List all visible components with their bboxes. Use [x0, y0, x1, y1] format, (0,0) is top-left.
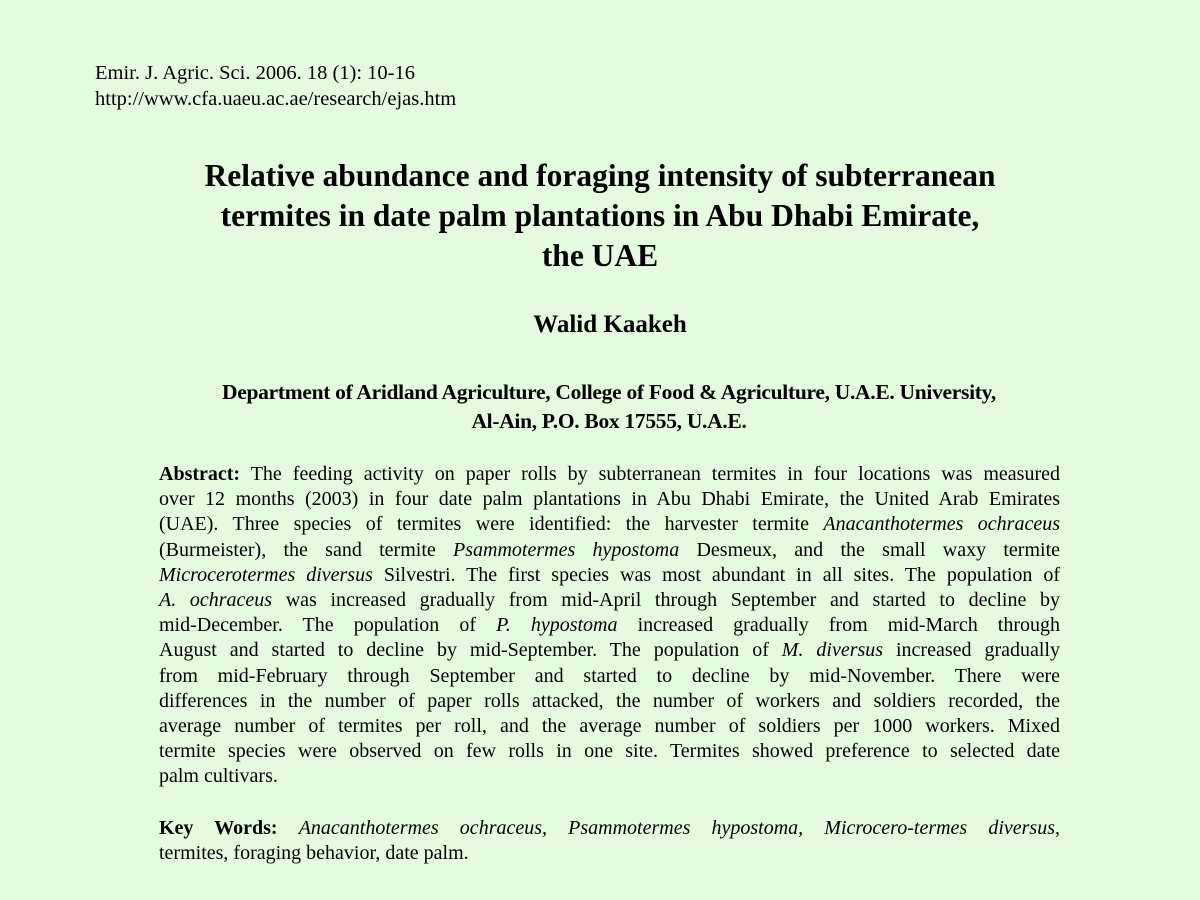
species-name: Anacanthotermes ochraceus, Psammotermes hypostoma, Microcero-termes diversus: [298, 817, 1056, 839]
species-name: Anacanthotermes ochraceus: [823, 513, 1061, 536]
journal-reference: Emir. J. Agric. Sci. 2006. 18 (1): 10-16: [95, 62, 416, 84]
title-line: the UAE: [541, 238, 659, 273]
journal-citation: [95, 60, 456, 112]
text-run: August and started to decline by mid-September. The population of: [159, 639, 782, 662]
keywords-line: [159, 816, 1060, 841]
keywords-line: [159, 841, 1060, 866]
text-run: ,: [1055, 817, 1061, 839]
author-name: Walid Kaakeh: [533, 311, 687, 338]
affiliation-line: Al-Ain, P.O. Box 17555, U.A.E.: [471, 409, 747, 433]
text-run: Silvestri. The first species was most abundant in all sites. The population of: [372, 563, 1060, 586]
text-run: (Burmeister), the sand termite: [159, 538, 454, 561]
abstract-line: [159, 588, 1060, 613]
keywords-paragraph: [159, 816, 1060, 866]
section-label: Abstract:: [159, 463, 241, 485]
affiliation-line: Department of Aridland Agriculture, College of Food & Agriculture, U.A.E. University,: [222, 380, 996, 404]
species-name: P. hypostoma: [496, 614, 618, 637]
paper-title: [0, 156, 1200, 276]
text-run: termite species were observed on few rolls in one site. Termites showed preference to selected date: [159, 740, 1060, 763]
abstract-line: [159, 487, 1060, 512]
author-affiliation: [0, 378, 1200, 436]
abstract-line: [159, 538, 1060, 563]
abstract-line: [159, 462, 1060, 487]
text-run: increased gradually: [883, 639, 1060, 662]
species-name: Psammotermes hypostoma: [453, 538, 680, 561]
text-run: Desmeux, and the small waxy termite: [679, 538, 1061, 561]
abstract-line: [159, 512, 1060, 537]
text-run: termites, foraging behavior, date palm.: [159, 842, 469, 865]
species-name: Microcerotermes diversus: [159, 563, 373, 586]
text-run: The feeding activity on paper rolls by subterranean termites in four locations was measured: [240, 463, 1060, 485]
text-run: [278, 817, 299, 839]
journal-url: http://www.cfa.uaeu.ac.ae/research/ejas.htm: [95, 88, 457, 110]
text-run: increased gradually from mid-March through: [617, 614, 1060, 637]
text-run: was increased gradually from mid-April through September and started to decline by: [272, 588, 1060, 611]
abstract-line: [159, 689, 1060, 714]
abstract-paragraph: [159, 462, 1060, 789]
abstract-line: [159, 638, 1060, 663]
section-label: Key Words:: [159, 817, 278, 839]
title-line: termites in date palm plantations in Abu Dhabi Emirate,: [220, 198, 980, 233]
abstract-line: [159, 714, 1060, 739]
text-run: (UAE). Three species of termites were identified: the harvester termite: [159, 513, 824, 536]
text-run: differences in the number of paper rolls attacked, the number of workers and soldiers recorded, the: [159, 689, 1060, 712]
abstract-line: [159, 664, 1060, 689]
abstract-line: [159, 764, 1060, 789]
abstract-line: [159, 563, 1060, 588]
species-name: A. ochraceus: [159, 588, 273, 611]
text-run: palm cultivars.: [159, 765, 278, 788]
text-run: average number of termites per roll, and the average number of soldiers per 1000 workers. Mixed: [159, 714, 1060, 737]
text-run: over 12 months (2003) in four date palm plantations in Abu Dhabi Emirate, the United Arab Emirates: [159, 488, 1060, 511]
text-run: mid-December. The population of: [159, 614, 497, 637]
text-run: from mid-February through September and started to decline by mid-November. There were: [159, 664, 1060, 687]
abstract-line: [159, 613, 1060, 638]
title-line: Relative abundance and foraging intensity of subterranean: [204, 158, 996, 193]
species-name: M. diversus: [781, 639, 884, 662]
abstract-line: [159, 739, 1060, 764]
